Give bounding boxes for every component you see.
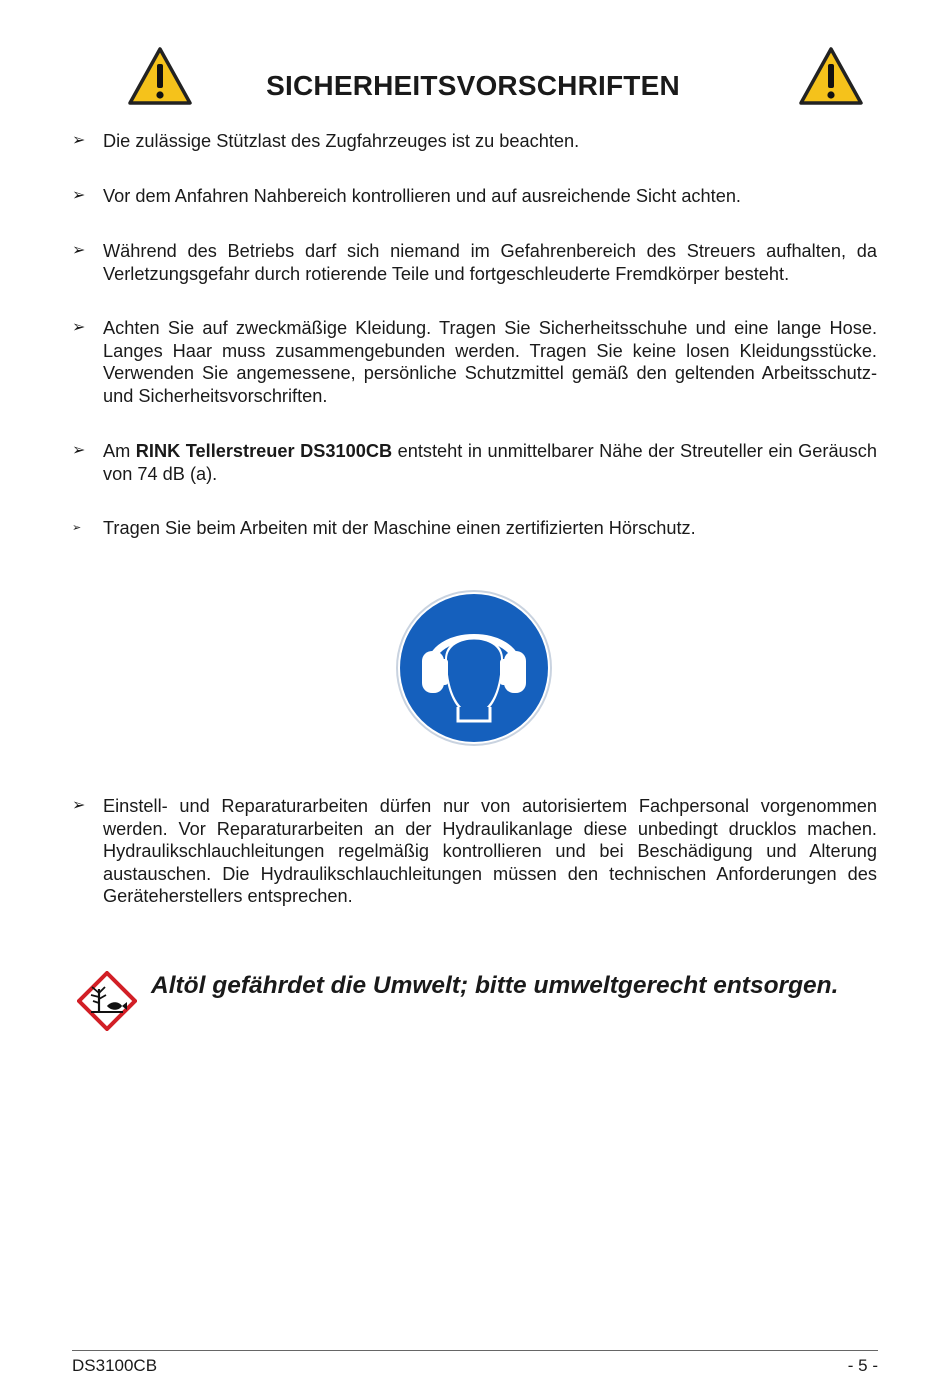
page-title: SICHERHEITSVORSCHRIFTEN (266, 70, 680, 101)
bullet-marker: ➢ (72, 242, 86, 259)
list-item (72, 517, 877, 540)
list-item-text: Während des Betriebs darf sich niemand im Gefahrenbereich des Streuers aufhalten, da Verletzungsgefahr durch rotierende Teile und fortgeschleuderte Fremdkörper besteht. (103, 241, 877, 284)
bullet-marker: ➢ (72, 797, 86, 814)
bullet-marker: ➢ (72, 132, 86, 149)
product-name: RINK Tellerstreuer DS3100CB (135, 441, 393, 461)
bullet-marker: ➢ (72, 522, 82, 534)
environment-warning-text: Altöl gefährdet die Umwelt; bitte umweltgerecht entsorgen. (151, 972, 839, 999)
page-number: - 5 - (847, 1356, 878, 1375)
list-item (72, 130, 877, 153)
environment-hazard-icon (77, 971, 137, 1031)
list-item (72, 240, 877, 285)
text-pre: Am (103, 441, 131, 461)
list-item-text: Vor dem Anfahren Nahbereich kontrollieren und auf ausreichende Sicht achten. (103, 186, 741, 206)
bullet-marker: ➢ (72, 319, 86, 336)
list-item (72, 440, 877, 485)
text-post: entsteht in unmittelbarer Nähe der Streuteller ein Geräusch von 74 dB (a). (103, 441, 877, 484)
hearing-protection-icon (395, 589, 553, 747)
list-item (72, 185, 877, 208)
list-item-text: Einstell- und Reparaturarbeiten dürfen nur von autorisiertem Fachpersonal vorgenommen werden. Vor Reparaturarbeiten an der Hydraulikanlage diese unbedingt drucklos machen. Hydraulikschlauchleitungen regelmäßig kontrollieren und bei Beschädigung und Alterung austauschen. Die Hydraulikschlauchleitungen müssen den technischen Anforderungen des Geräteherstellers entsprechen. (103, 796, 877, 907)
list-item-text: Die zulässige Stützlast des Zugfahrzeuges ist zu beachten. (103, 131, 580, 151)
footer-divider (72, 1350, 878, 1351)
footer-model: DS3100CB (72, 1356, 158, 1375)
list-item (72, 795, 877, 908)
bullet-marker: ➢ (72, 442, 86, 459)
bullet-marker: ➢ (72, 187, 86, 204)
list-item-text (103, 440, 877, 485)
list-item-text: Tragen Sie beim Arbeiten mit der Maschine einen zertifizierten Hörschutz. (103, 518, 696, 538)
list-item-text: Achten Sie auf zweckmäßige Kleidung. Tragen Sie Sicherheitsschuhe und eine lange Hose. Langes Haar muss zusammengebunden werden. Tragen Sie keine losen Kleidungsstücke. Verwenden Sie angemessene, persönliche Schutzmittel gemäß den geltenden Arbeitsschutz- und Sicherheitsvorschriften. (103, 318, 877, 406)
list-item (72, 317, 877, 407)
